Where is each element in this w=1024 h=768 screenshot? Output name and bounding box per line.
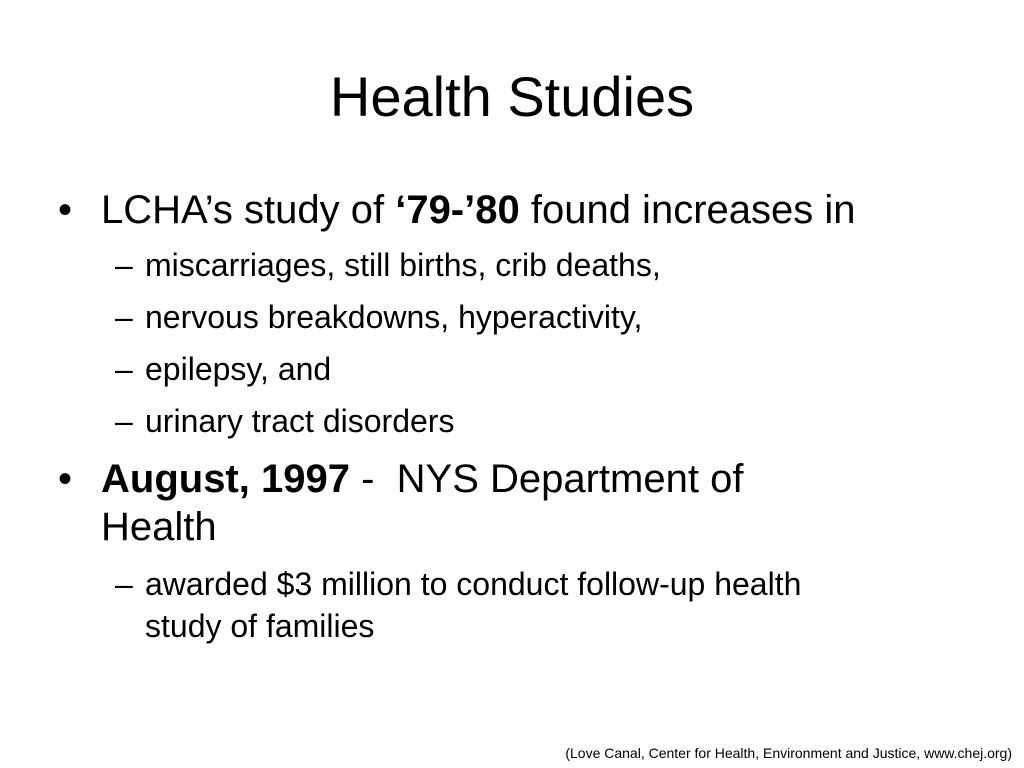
sub-item — [115, 563, 855, 647]
sub-item-text: nervous breakdowns, hyperactivity, — [145, 299, 643, 335]
bullet-item-nys-doh — [58, 455, 858, 551]
slide-title: Health Studies — [329, 65, 695, 128]
bullet-marker: • — [58, 188, 73, 232]
bullet-text-suffix: - NYS Department of Health — [101, 457, 755, 549]
bullet-item-lcha-study — [58, 186, 958, 234]
bullet-text — [101, 455, 858, 551]
sub-item — [115, 296, 895, 338]
sub-item-text: urinary tract disorders — [145, 403, 455, 439]
sub-item-text: miscarriages, still births, crib deaths, — [145, 247, 661, 283]
sub-marker: – — [115, 566, 133, 602]
bullet-text-suffix: found increases in — [519, 188, 856, 232]
bullet-text-prefix: LCHA’s study of — [101, 188, 396, 232]
sub-item — [115, 400, 895, 442]
bullet-marker: • — [58, 457, 73, 501]
bullet-text-bold: August, 1997 — [101, 457, 350, 501]
bullet-text-bold: ‘79-’80 — [395, 188, 520, 232]
bullet-text — [101, 186, 958, 234]
sub-marker: – — [115, 247, 133, 283]
sub-marker: – — [115, 403, 133, 439]
sub-item-text: epilepsy, and — [145, 351, 332, 387]
sub-item — [115, 244, 895, 286]
sub-marker: – — [115, 299, 133, 335]
sub-item-text: awarded $3 million to conduct follow-up health study of families — [145, 566, 802, 644]
sub-item — [115, 348, 895, 390]
sub-marker: – — [115, 351, 133, 387]
source-citation: (Love Canal, Center for Health, Environment and Justice, www.chej.org) — [565, 745, 1012, 761]
